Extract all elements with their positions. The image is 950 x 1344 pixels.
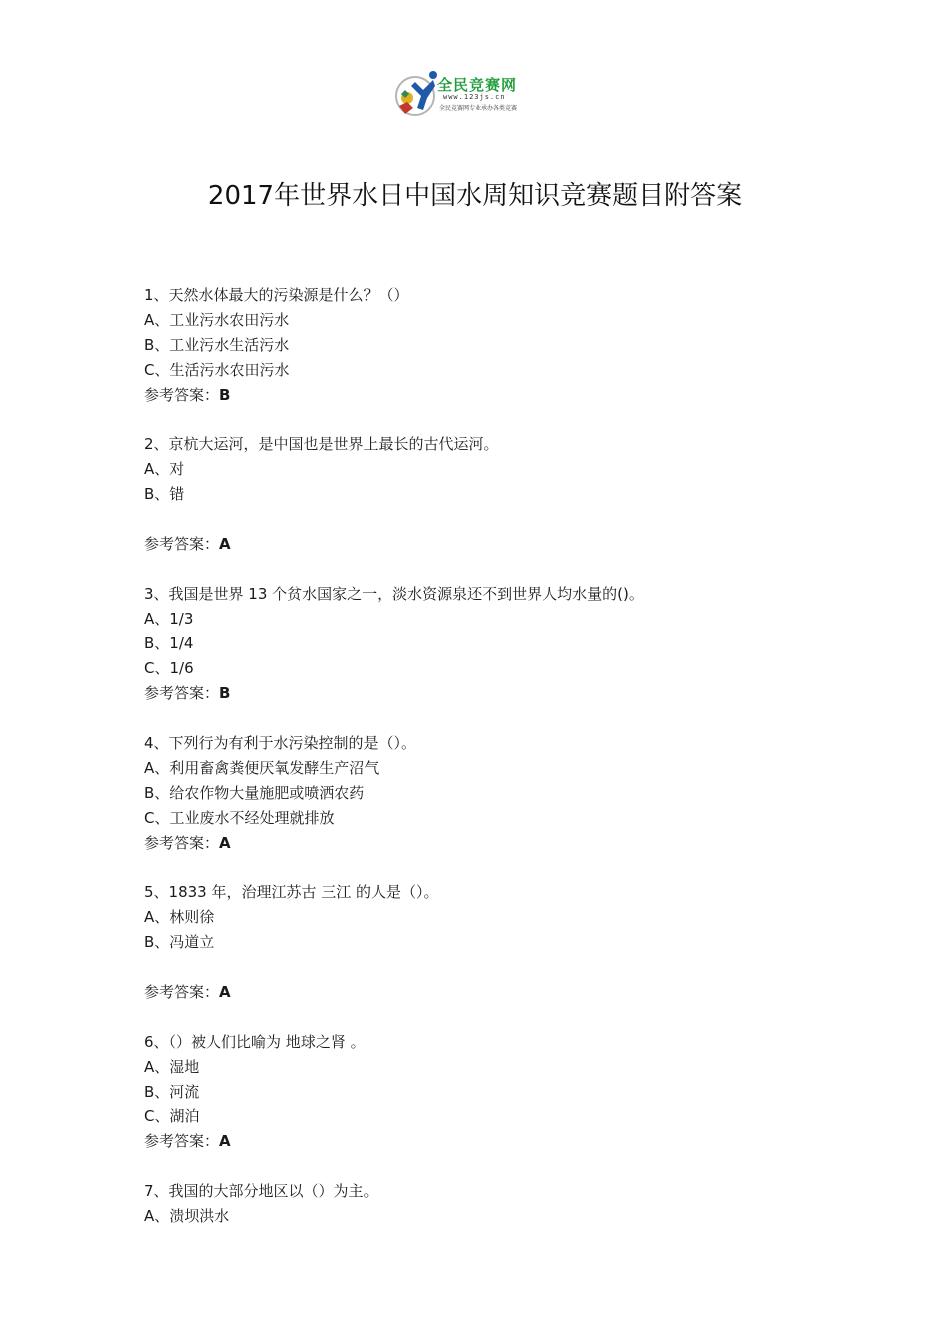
answer-value: A	[219, 534, 231, 553]
answer-value: A	[219, 1132, 231, 1151]
spacer	[144, 407, 844, 432]
question-text: 2、京杭大运河，是中国也是世界上最长的古代运河。	[144, 435, 499, 454]
spacer	[144, 507, 844, 532]
option-item: A、湿地	[144, 1057, 200, 1076]
answer-line	[144, 681, 844, 706]
question-text: 6、（）被人们比喻为 地球之肾 。	[144, 1032, 366, 1051]
question-text: 4、下列行为有利于水污染控制的是（）。	[144, 734, 417, 753]
answer-line	[144, 532, 844, 557]
option-item: B、给农作物大量施肥或喷洒农药	[144, 783, 365, 802]
question-list	[144, 283, 844, 1229]
spacer	[144, 706, 844, 731]
spacer	[144, 955, 844, 980]
answer-line	[144, 831, 844, 856]
option-item: B、1/4	[144, 634, 194, 653]
option-item: A、对	[144, 460, 185, 479]
answer-label: 参考答案：	[144, 982, 220, 1001]
logo-site-name: 全民竞赛网	[437, 76, 518, 94]
spacer	[144, 1154, 844, 1179]
answer-label: 参考答案：	[144, 1132, 220, 1151]
answer-label: 参考答案：	[144, 385, 220, 404]
answer-value: A	[219, 982, 231, 1001]
answer-line	[144, 383, 844, 408]
option-item: C、1/6	[144, 659, 194, 678]
spacer	[144, 557, 844, 582]
option-item: A、工业污水农田污水	[144, 310, 290, 329]
option-item: A、利用畜禽粪便厌氧发酵生产沼气	[144, 758, 380, 777]
answer-line	[144, 1129, 844, 1154]
answer-value: A	[219, 833, 231, 852]
answer-label: 参考答案：	[144, 534, 220, 553]
document-title: 2017年世界水日中国水周知识竞赛题目附答案	[207, 181, 743, 211]
site-logo	[393, 68, 543, 124]
option-item: C、工业废水不经处理就排放	[144, 808, 335, 827]
logo-slogan: 全民竞赛网专业承办各类竞赛	[439, 105, 518, 112]
option-item: C、生活污水农田污水	[144, 360, 290, 379]
option-item: A、溃坝洪水	[144, 1206, 230, 1225]
question-text: 5、1833 年，治理江苏古 三江 的人是（）。	[144, 883, 439, 902]
question-text: 3、我国是世界 13 个贫水国家之一，淡水资源泉还不到世界人均水量的()。	[144, 584, 644, 603]
question-text: 7、我国的大部分地区以（）为主。	[144, 1182, 379, 1201]
option-item: B、工业污水生活污水	[144, 335, 290, 354]
option-item: A、1/3	[144, 609, 194, 628]
answer-value: B	[219, 684, 231, 703]
option-item: B、冯道立	[144, 933, 215, 952]
answer-label: 参考答案：	[144, 833, 220, 852]
option-item: A、林则徐	[144, 908, 215, 927]
spacer	[144, 855, 844, 880]
answer-label: 参考答案：	[144, 684, 220, 703]
question-text: 1、天然水体最大的污染源是什么？（）	[144, 286, 409, 304]
answer-value: B	[219, 385, 231, 404]
answer-line	[144, 980, 844, 1005]
option-item: C、湖泊	[144, 1107, 200, 1126]
option-item: B、错	[144, 485, 185, 504]
option-item: B、河流	[144, 1082, 200, 1101]
spacer	[144, 1005, 844, 1030]
logo-mascot-icon	[393, 68, 441, 124]
logo-url: www.123js.cn	[443, 93, 506, 101]
